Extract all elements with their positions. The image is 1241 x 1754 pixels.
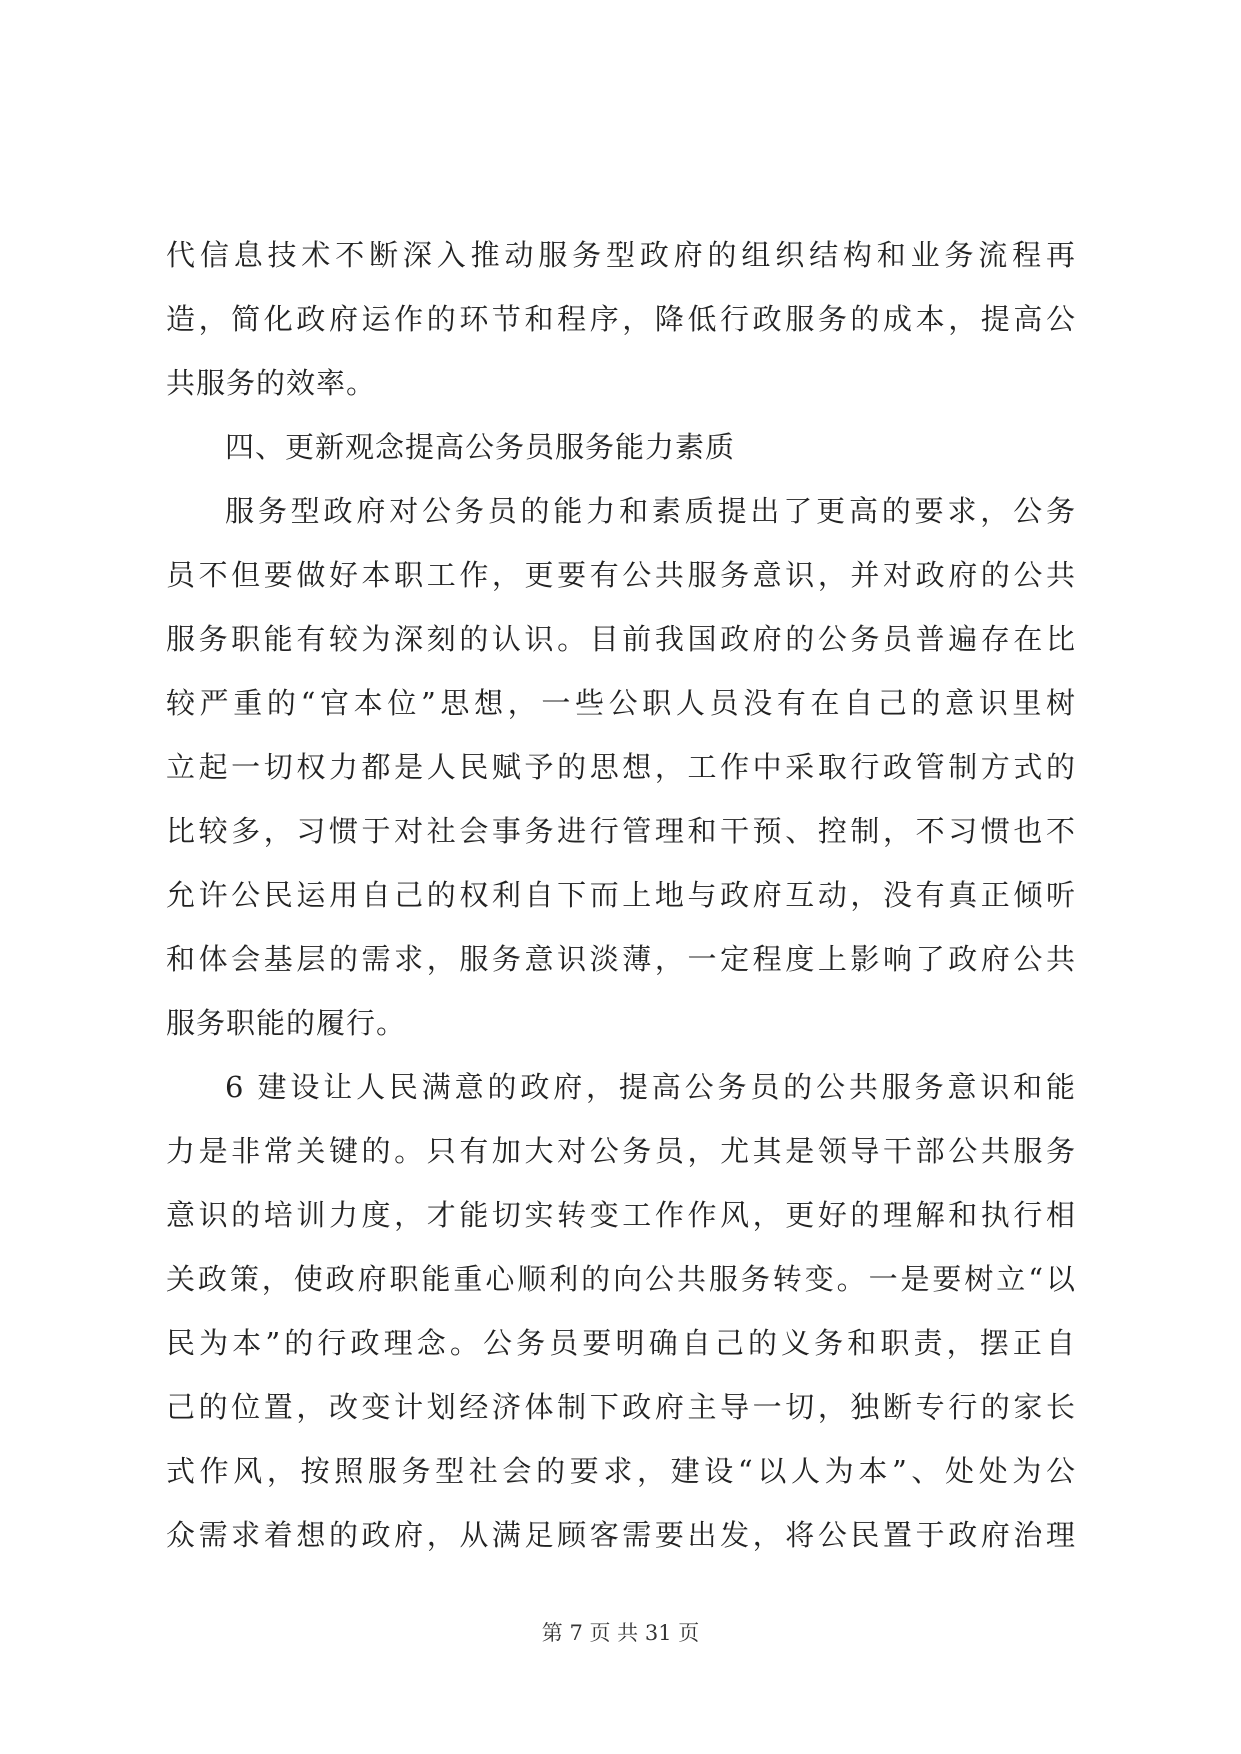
text-line: 民为本”的行政理念。公务员要明确自己的义务和职责，摆正自 — [166, 1326, 1076, 1360]
text-line: 众需求着想的政府，从满足顾客需要出发，将公民置于政府治理 — [166, 1518, 1076, 1552]
section-heading: 四、更新观念提高公务员服务能力素质 — [225, 430, 736, 464]
text-line: 代信息技术不断深入推动服务型政府的组织结构和业务流程再 — [166, 238, 1076, 272]
text-line: 6 建设让人民满意的政府，提高公务员的公共服务意识和能 — [225, 1070, 1076, 1104]
text-line: 允许公民运用自己的权利自下而上地与政府互动，没有真正倾听 — [166, 878, 1076, 912]
text-line: 员不但要做好本职工作，更要有公共服务意识，并对政府的公共 — [166, 558, 1076, 592]
text-line: 服务型政府对公务员的能力和素质提出了更高的要求，公务 — [225, 494, 1076, 528]
text-line: 较严重的“官本位”思想，一些公职人员没有在自己的意识里树 — [166, 686, 1076, 720]
text-line: 服务职能有较为深刻的认识。目前我国政府的公务员普遍存在比 — [166, 622, 1076, 656]
text-line: 式作风，按照服务型社会的要求，建设“以人为本”、处处为公 — [166, 1454, 1076, 1488]
text-line: 比较多，习惯于对社会事务进行管理和干预、控制，不习惯也不 — [166, 814, 1076, 848]
text-line: 造，简化政府运作的环节和程序，降低行政服务的成本，提高公 — [166, 302, 1076, 336]
text-line: 关政策，使政府职能重心顺利的向公共服务转变。一是要树立“以 — [166, 1262, 1076, 1296]
text-line: 和体会基层的需求，服务意识淡薄，一定程度上影响了政府公共 — [166, 942, 1076, 976]
text-line: 服务职能的履行。 — [166, 1006, 407, 1040]
text-line: 立起一切权力都是人民赋予的思想，工作中采取行政管制方式的 — [166, 750, 1076, 784]
body-text — [166, 223, 1076, 1567]
text-line: 力是非常关键的。只有加大对公务员，尤其是领导干部公共服务 — [166, 1134, 1076, 1168]
text-line: 己的位置，改变计划经济体制下政府主导一切，独断专行的家长 — [166, 1390, 1076, 1424]
text-line: 意识的培训力度，才能切实转变工作作风，更好的理解和执行相 — [166, 1198, 1076, 1232]
page-number-footer: 第 7 页 共 31 页 — [541, 1621, 700, 1645]
text-line: 共服务的效率。 — [166, 366, 377, 400]
